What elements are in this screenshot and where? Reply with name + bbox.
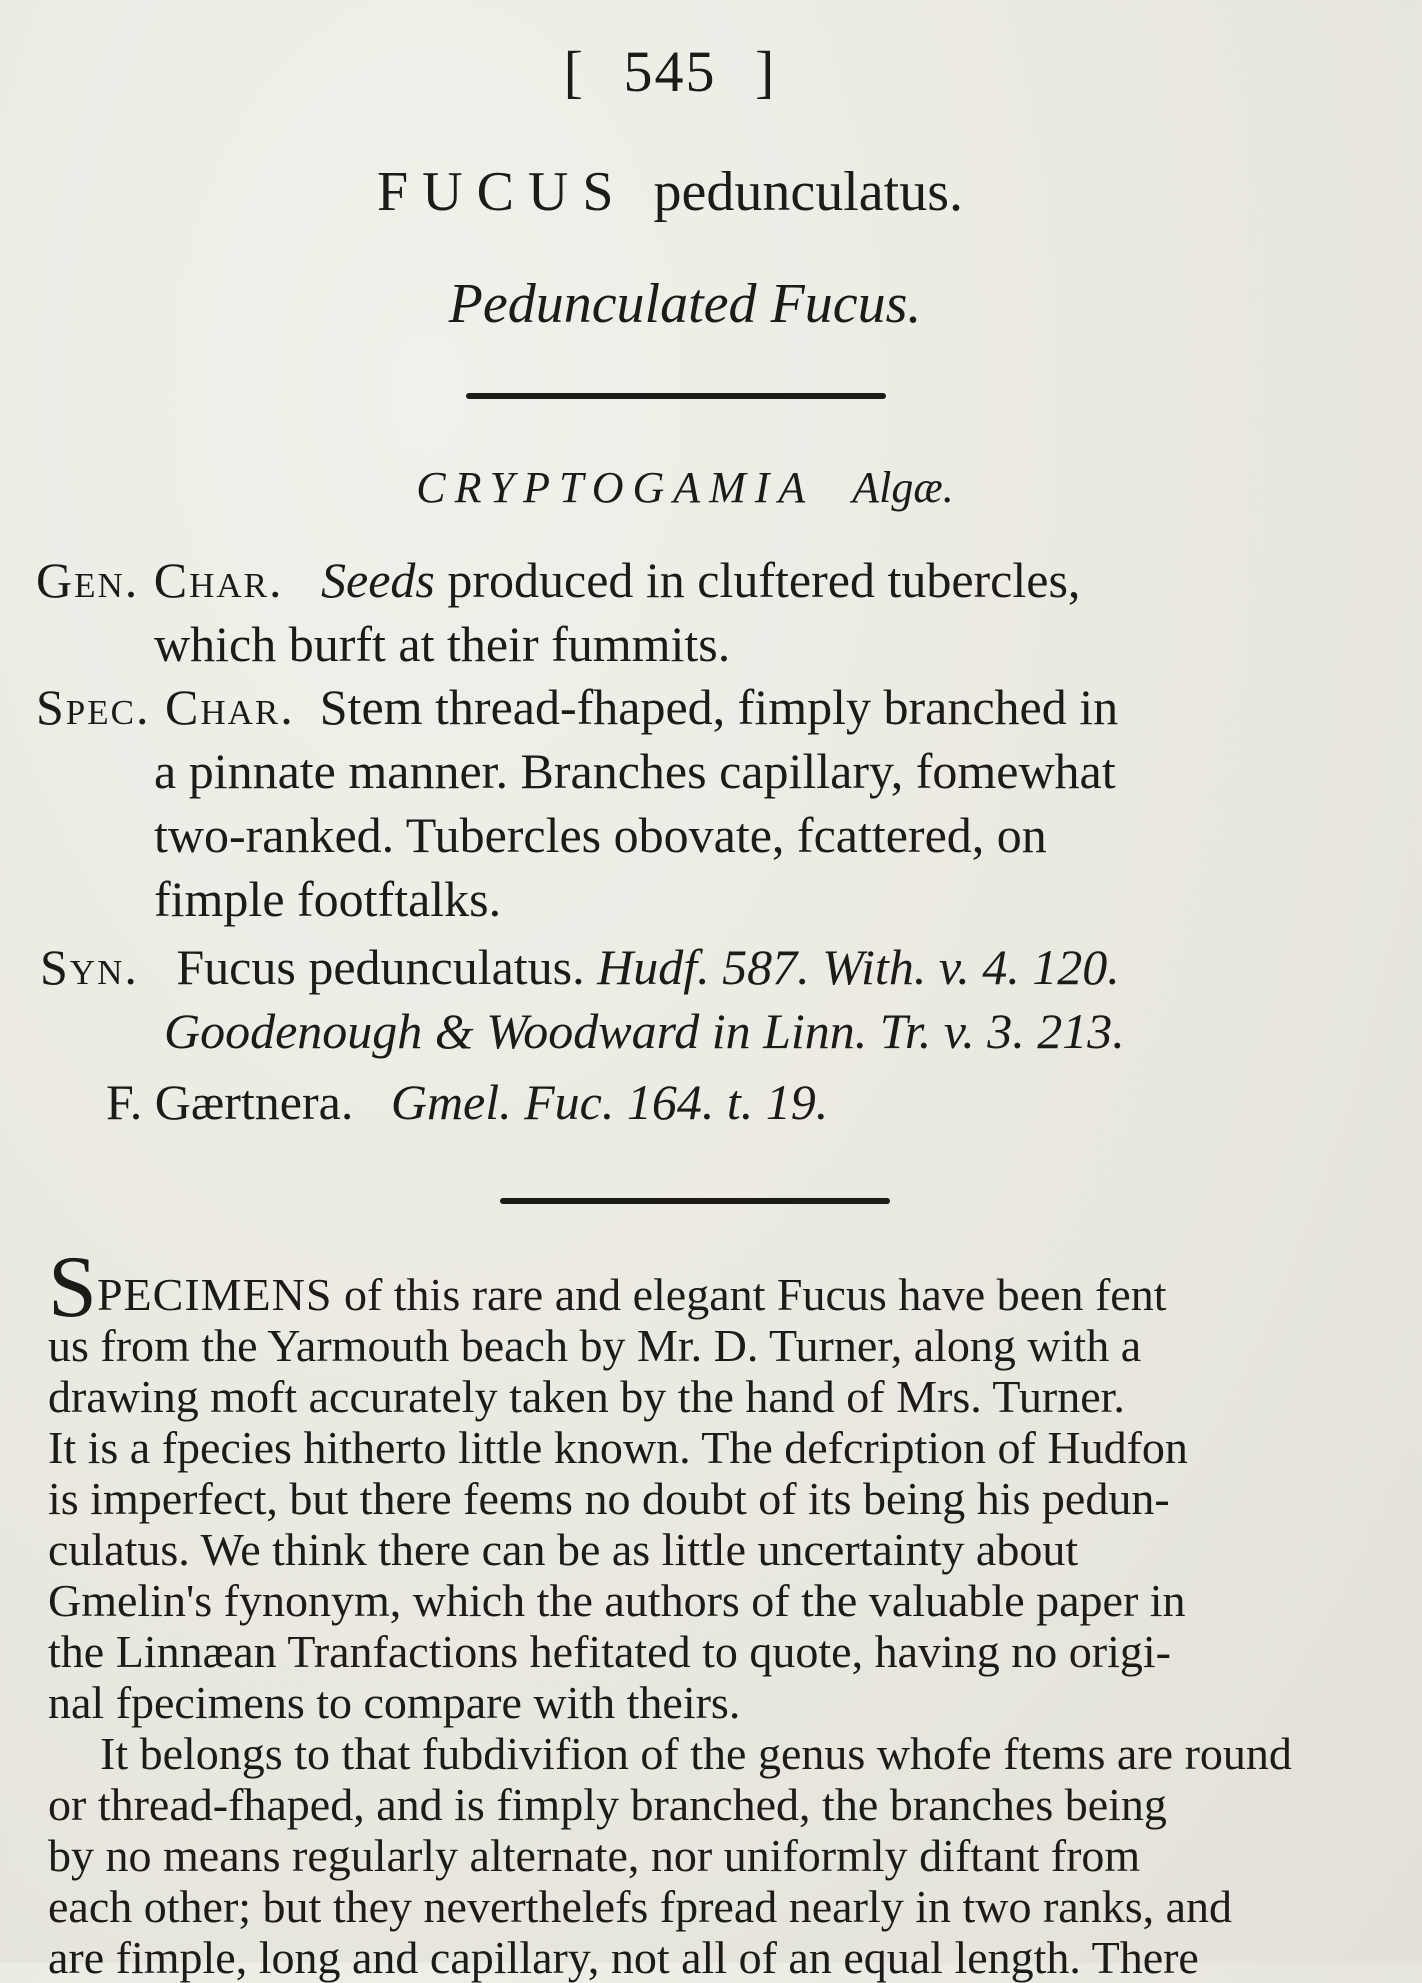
gaertnera-synonym: [106, 1070, 1306, 1134]
body-line-2: us from the Yarmouth beach by Mr. D. Turner, along with a: [48, 1320, 1142, 1371]
specific-character: [36, 675, 1336, 931]
title-species: pedunculatus.: [653, 161, 963, 223]
classification-class: CRYPTOGAMIA: [416, 463, 815, 512]
title-genus: FUCUS: [376, 161, 628, 223]
body-text: [48, 1239, 1358, 1983]
body-line: [48, 1239, 1358, 1336]
page-subtitle: Pedunculated Fucus.: [448, 273, 922, 335]
spec-char-line-1: Stem thread-fhaped, fimply branched in: [319, 679, 1119, 735]
divider-rule: [466, 393, 886, 399]
body-line-13: each other; but they neverthelefs fpread nearly in two ranks, and: [48, 1881, 1233, 1932]
body-line-5: is imperfect, but there feems no doubt of its being his pedun-: [48, 1473, 1170, 1524]
spec-char-line-3: two-ranked. Tubercles obovate, fcattered, on: [154, 807, 1047, 863]
spec-char-line-4: fimple footftalks.: [154, 871, 502, 927]
small-caps-word: PECIMENS: [96, 1269, 333, 1320]
gen-char-text-1: produced in cluftered tubercles,: [434, 552, 1081, 608]
body-line-1: of this rare and elegant Fucus have been fent: [343, 1269, 1167, 1320]
body-line-3: drawing moft accurately taken by the hand of Mrs. Turner.: [48, 1371, 1125, 1422]
body-line-7: Gmelin's fynonym, which the authors of the valuable paper in: [48, 1575, 1186, 1626]
gen-char-seeds: Seeds: [321, 552, 435, 608]
syn-name: Fucus pedunculatus.: [176, 939, 585, 995]
syn-line-2: Goodenough & Woodward in Linn. Tr. v. 3. 213.: [164, 1003, 1125, 1059]
body-line-4: It is a fpecies hitherto little known. The defcription of Hudfon: [48, 1422, 1188, 1473]
generic-character: [36, 548, 1336, 676]
body-line-14: are fimple, long and capillary, not all of an equal length. There: [48, 1932, 1199, 1983]
page-number: [ 545 ]: [563, 39, 777, 104]
body-line-8: the Linnæan Tranfactions hefitated to quote, having no origi-: [48, 1626, 1171, 1677]
page-title: [0, 160, 1340, 224]
syn-label: Syn.: [40, 939, 139, 995]
gaertnera-reference: Gmel. Fuc. 164. t. 19.: [390, 1074, 829, 1130]
spec-char-label: Spec. Char.: [36, 679, 295, 735]
body-line-10: It belongs to that fubdivifion of the genus whofe ftems are round: [100, 1728, 1292, 1779]
spec-char-line-2: a pinnate manner. Branches capillary, fomewhat: [154, 743, 1116, 799]
classification-line: [0, 462, 1370, 513]
synonyms: [40, 935, 1340, 1063]
gaertnera-name: F. Gærtnera.: [106, 1074, 354, 1130]
gen-char-text-2: which burft at their fummits.: [154, 616, 731, 672]
body-line-9: nal fpecimens to compare with theirs.: [48, 1677, 741, 1728]
gen-char-label: Gen. Char.: [36, 552, 284, 608]
body-line-11: or thread-fhaped, and is fimply branched, the branches being: [48, 1779, 1167, 1830]
syn-reference: Hudf. 587. With. v. 4. 120.: [597, 939, 1120, 995]
body-line-6: culatus. We think there can be as little uncertainty about: [48, 1524, 1079, 1575]
classification-order: Algæ.: [852, 463, 954, 512]
drop-cap: S: [48, 1239, 97, 1336]
body-line-12: by no means regularly alternate, nor uniformly diftant from: [48, 1830, 1141, 1881]
divider-rule: [500, 1198, 890, 1204]
